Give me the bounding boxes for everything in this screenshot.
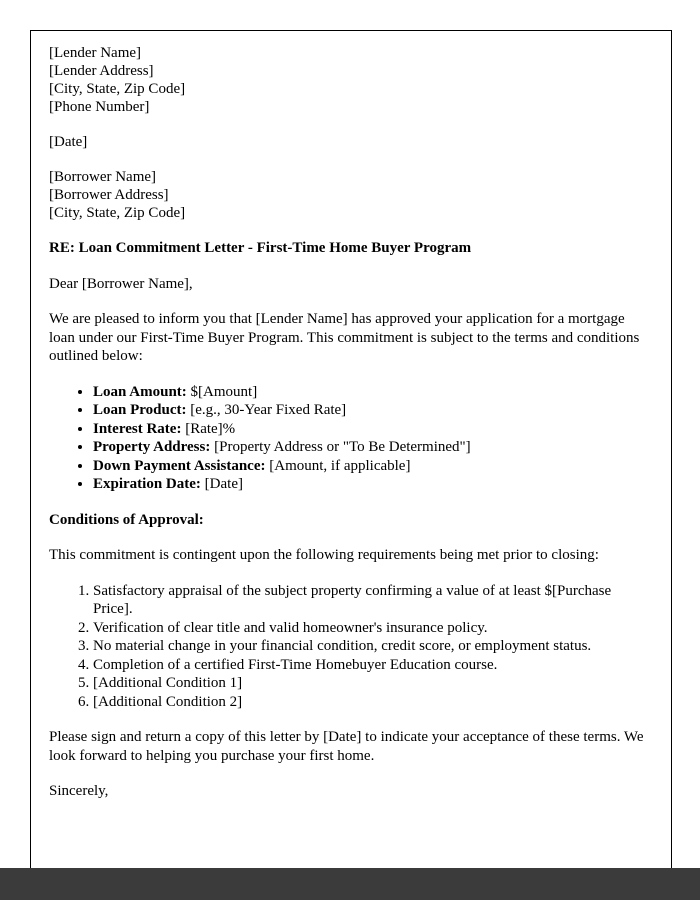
term-label: Property Address: [93, 439, 211, 455]
term-value: [Date] [204, 476, 243, 492]
list-item [93, 401, 653, 420]
borrower-city-state-zip: [City, State, Zip Code] [49, 205, 186, 221]
borrower-address: [Borrower Address] [49, 187, 169, 203]
list-item [93, 420, 653, 439]
letter-date: [Date] [49, 134, 88, 150]
loan-terms-list [49, 383, 653, 494]
term-label: Loan Amount: [93, 383, 187, 400]
term-value: [Rate]% [185, 420, 236, 437]
conditions-intro: This commitment is contingent upon the following requirements being met prior to closing: [49, 547, 599, 563]
term-value: [Amount, if applicable] [269, 457, 411, 474]
term-value: [e.g., 30-Year Fixed Rate] [190, 402, 347, 418]
lender-name: [Lender Name] [49, 45, 142, 61]
conditions-heading: Conditions of Approval: [49, 511, 204, 528]
term-value: $[Amount] [190, 383, 258, 400]
list-item: 6. [Additional Condition 2] [93, 693, 653, 712]
letter-page [30, 30, 672, 882]
term-label: Interest Rate: [93, 420, 182, 437]
intro-paragraph: We are pleased to inform you that [Lender Name] has approved your application for a mortgage loan under our First-Time Buyer Program. This commitment is subject to the terms and conditions outlined below: [49, 311, 640, 364]
borrower-name: [Borrower Name] [49, 169, 157, 185]
term-label: Loan Product: [93, 402, 187, 418]
list-item: 5. [Additional Condition 1] [93, 674, 653, 693]
signoff: Sincerely, [49, 783, 109, 799]
list-item: 4. Completion of a certified First-Time Homebuyer Education course. [93, 656, 653, 675]
list-item: 2. Verification of clear title and valid homeowner's insurance policy. [93, 619, 653, 638]
term-label: Expiration Date: [93, 476, 201, 492]
subject-line: RE: Loan Commitment Letter - First-Time Home Buyer Program [49, 240, 472, 256]
lender-phone: [Phone Number] [49, 99, 150, 115]
term-label: Down Payment Assistance: [93, 457, 266, 474]
conditions-list [49, 582, 653, 712]
list-item [93, 457, 653, 476]
list-item [93, 475, 653, 494]
lender-address: [Lender Address] [49, 63, 154, 79]
viewer-background [0, 868, 700, 900]
list-item: 3. No material change in your financial condition, credit score, or employment status. [93, 637, 653, 656]
lender-city-state-zip: [City, State, Zip Code] [49, 81, 186, 97]
salutation: Dear [Borrower Name], [49, 275, 193, 292]
list-item [93, 438, 653, 457]
date-block [49, 133, 653, 151]
lender-address-block [49, 44, 653, 116]
closing-paragraph: Please sign and return a copy of this letter by [Date] to indicate your acceptance of these terms. We look forward to helping you purchase your first home. [49, 729, 644, 764]
list-item: 1. Satisfactory appraisal of the subject property confirming a value of at least $[Purchase Price]. [93, 582, 653, 619]
list-item [93, 383, 653, 402]
borrower-address-block [49, 168, 653, 222]
term-value: [Property Address or "To Be Determined"] [214, 439, 471, 455]
